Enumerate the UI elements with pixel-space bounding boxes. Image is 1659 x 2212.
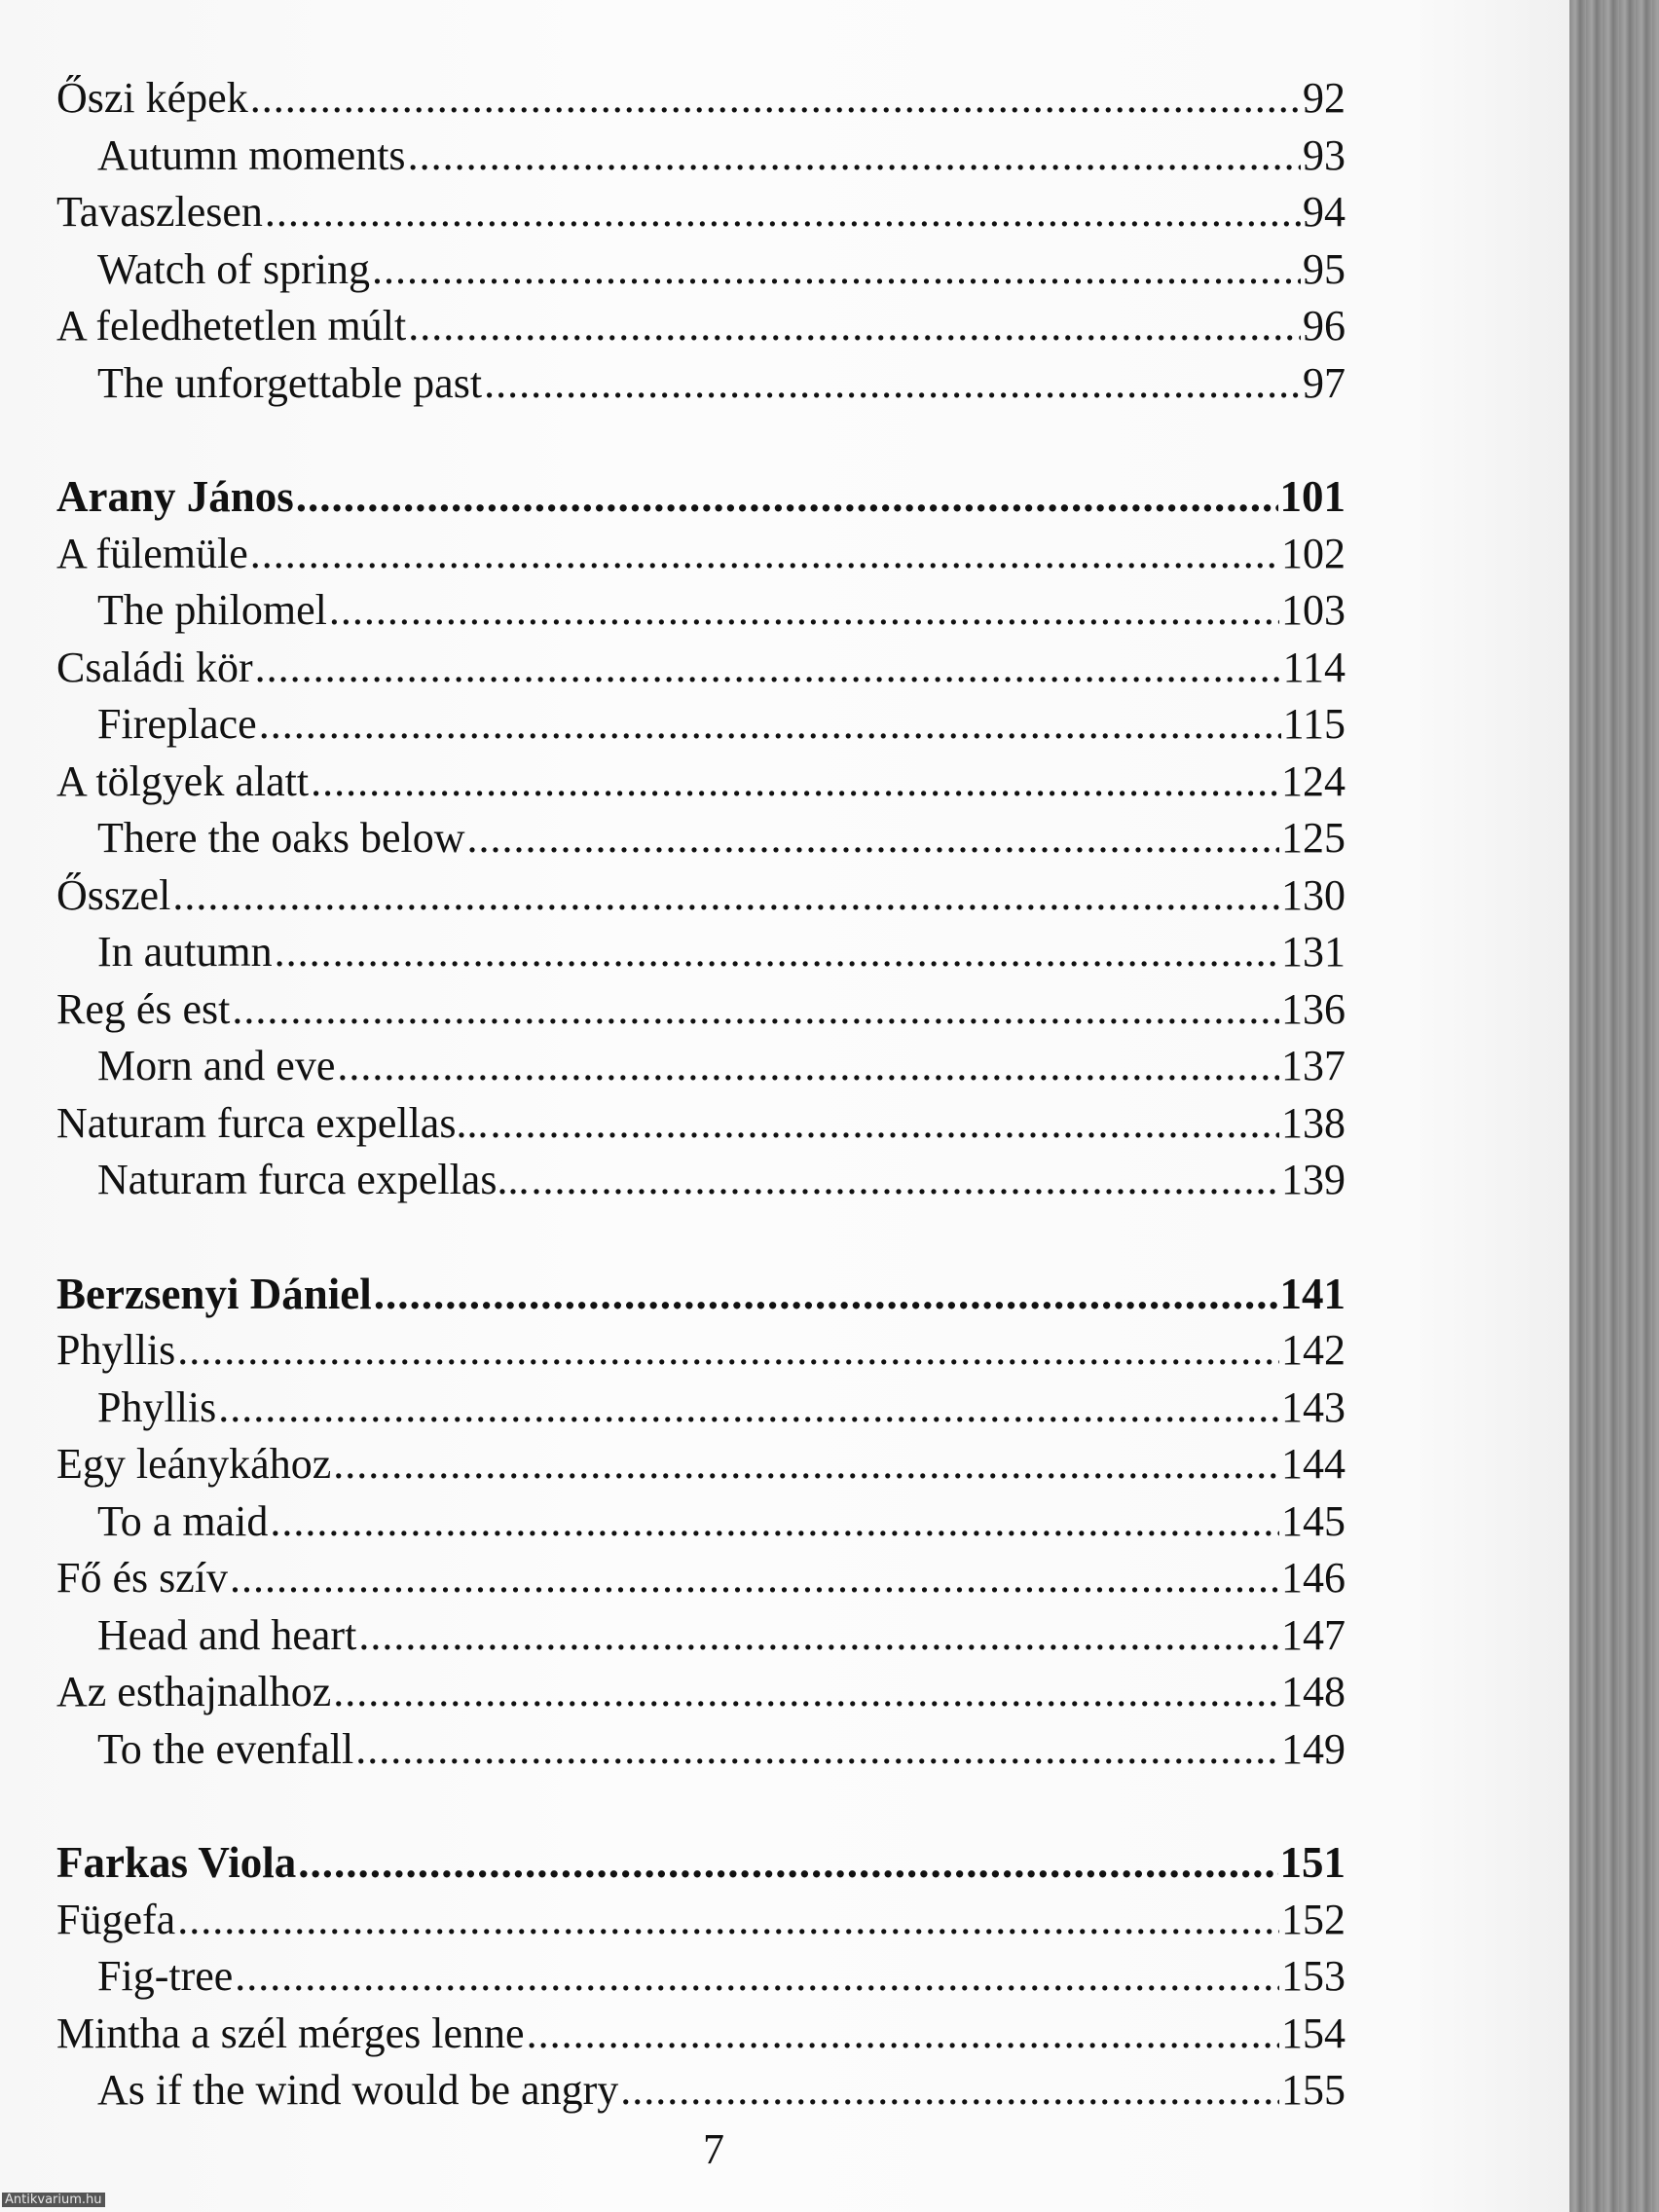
toc-entry-translation [56,355,1346,413]
dot-leader [265,184,1301,241]
toc-entry-original [56,526,1346,583]
entry-page-number: 154 [1281,2009,1346,2057]
dot-leader [250,70,1301,128]
dot-leader [484,355,1301,413]
entry-title: Naturam furca expellas... [56,1098,489,1147]
toc-entry-translation [56,810,1346,867]
dot-leader [372,241,1301,299]
toc-entry-translation [56,128,1346,185]
entry-title: Őszi képek [56,74,248,122]
entry-page-number: 138 [1281,1098,1346,1147]
page-number: 7 [703,2125,724,2173]
entry-title: To a maid [97,1496,269,1545]
dot-leader [355,1721,1279,1779]
entry-page-number: 97 [1303,358,1346,407]
author-heading [56,1834,1346,1892]
entry-title: To the evenfall [97,1724,354,1773]
entry-title: Mintha a szél mérges lenne [56,2009,525,2057]
dot-leader [408,128,1301,185]
entry-page-number: 92 [1303,74,1346,122]
toc-entry-original [56,754,1346,811]
section-gap [56,412,1346,468]
entry-page-number: 151 [1279,1838,1346,1887]
entry-page-number: 93 [1303,130,1346,179]
entry-page-number: 147 [1281,1610,1346,1659]
entry-page-number: 142 [1281,1326,1346,1374]
entry-page-number: 114 [1282,643,1346,691]
entry-title: Az esthajnalhoz [56,1668,332,1715]
toc-entry-translation [56,696,1346,754]
dot-leader [172,867,1279,925]
dot-leader [177,1322,1279,1380]
dot-leader [230,1550,1279,1607]
entry-title: The unforgettable past [97,358,483,407]
entry-title: Autumn moments [97,130,406,179]
entry-page-number: 102 [1281,529,1346,577]
toc-entry-translation [56,2062,1346,2120]
toc-entry-original [56,867,1346,925]
entry-title: Családi kör [56,643,253,691]
dot-leader [232,981,1279,1039]
entry-title: A feledhetetlen múlt [56,302,407,350]
entry-page-number: 149 [1281,1724,1346,1773]
toc-entry-translation [56,924,1346,981]
entry-page-number: 130 [1281,870,1346,919]
entry-title: There the oaks below [97,814,465,862]
section-gap [56,1778,1346,1834]
entry-page-number: 125 [1281,814,1346,862]
dot-leader [329,582,1279,640]
entry-page-number: 153 [1281,1952,1346,2000]
toc-entry-translation [56,1607,1346,1665]
entry-page-number: 137 [1281,1042,1346,1089]
entry-title: The philomel [97,586,327,634]
entry-title: Ősszel [56,870,171,919]
entry-page-number: 96 [1303,302,1346,350]
toc-entry-translation [56,582,1346,640]
dot-leader [259,696,1281,754]
entry-page-number: 103 [1281,586,1346,634]
book-spine-edge [1569,0,1659,2212]
entry-title: Naturam furca expellas... [97,1156,530,1203]
entry-title: Arany János [56,472,294,521]
entry-title: A fülemüle [56,529,248,577]
toc-entry-original [56,1550,1346,1607]
entry-title: Berzsenyi Dániel [56,1269,372,1318]
entry-page-number: 95 [1303,244,1346,293]
dot-leader [296,468,1278,526]
entry-page-number: 145 [1281,1496,1346,1545]
toc-entry-original [56,2006,1346,2063]
toc-entry-original [56,981,1346,1039]
entry-page-number: 139 [1281,1156,1346,1203]
toc-entry-translation [56,1948,1346,2006]
entry-title: Farkas Viola [56,1838,297,1887]
entry-title: As if the wind would be angry [97,2066,619,2114]
dot-leader [270,1493,1279,1551]
dot-leader [275,924,1279,981]
dot-leader [527,2006,1279,2063]
dot-leader [620,2062,1279,2120]
toc-entry-original [56,1436,1346,1493]
toc-entry-translation [56,1038,1346,1095]
dot-leader [531,1152,1279,1209]
dot-leader [311,754,1279,811]
dot-leader [333,1436,1279,1493]
entry-page-number: 155 [1281,2066,1346,2114]
table-of-contents [56,70,1346,2120]
dot-leader [408,298,1301,355]
entry-page-number: 143 [1281,1382,1346,1431]
entry-page-number: 146 [1281,1554,1346,1602]
entry-title: Egy leánykához [56,1440,332,1488]
author-heading [56,468,1346,526]
toc-entry-translation [56,1380,1346,1437]
dot-leader [177,1892,1279,1949]
entry-page-number: 94 [1303,188,1346,236]
entry-title: A tölgyek alatt [56,756,310,805]
toc-entry-original [56,640,1346,697]
entry-title: Fig-tree [97,1952,234,2000]
entry-page-number: 148 [1281,1668,1346,1715]
entry-title: Tavaszlesen [56,188,263,236]
entry-title: Fügefa [56,1895,176,1943]
entry-title: Watch of spring [97,244,370,293]
dot-leader [298,1834,1277,1892]
entry-page-number: 152 [1281,1895,1346,1943]
toc-entry-original [56,1892,1346,1949]
entry-page-number: 115 [1282,700,1346,748]
entry-title: Reg és est [56,984,231,1033]
dot-leader [337,1038,1279,1095]
toc-entry-original [56,1322,1346,1380]
entry-title: Morn and eve [97,1042,336,1089]
entry-title: Phyllis [97,1382,217,1431]
entry-page-number: 141 [1279,1269,1346,1318]
section-gap [56,1209,1346,1266]
entry-page-number: 144 [1281,1440,1346,1488]
dot-leader [218,1380,1279,1437]
entry-page-number: 131 [1281,928,1346,976]
entry-title: Fő és szív [56,1554,228,1602]
entry-title: Fireplace [97,700,257,748]
author-heading [56,1266,1346,1323]
dot-leader [490,1095,1279,1153]
entry-page-number: 101 [1279,472,1346,521]
entry-page-number: 124 [1281,756,1346,805]
watermark-logo: Antikvarium.hu [2,2193,105,2207]
entry-title: Phyllis [56,1326,176,1374]
dot-leader [250,526,1279,583]
entry-title: In autumn [97,928,273,976]
entry-title: Head and heart [97,1610,357,1659]
toc-entry-translation [56,1721,1346,1779]
dot-leader [235,1948,1279,2006]
toc-entry-translation [56,241,1346,299]
toc-entry-original [56,298,1346,355]
toc-entry-original [56,1095,1346,1153]
entry-page-number: 136 [1281,984,1346,1033]
toc-entry-original [56,1664,1346,1721]
toc-entry-original [56,184,1346,241]
dot-leader [374,1266,1278,1323]
dot-leader [333,1664,1279,1721]
dot-leader [467,810,1279,867]
dot-leader [358,1607,1279,1665]
toc-entry-translation [56,1152,1346,1209]
toc-entry-translation [56,1493,1346,1551]
dot-leader [255,640,1281,697]
toc-entry-original [56,70,1346,128]
